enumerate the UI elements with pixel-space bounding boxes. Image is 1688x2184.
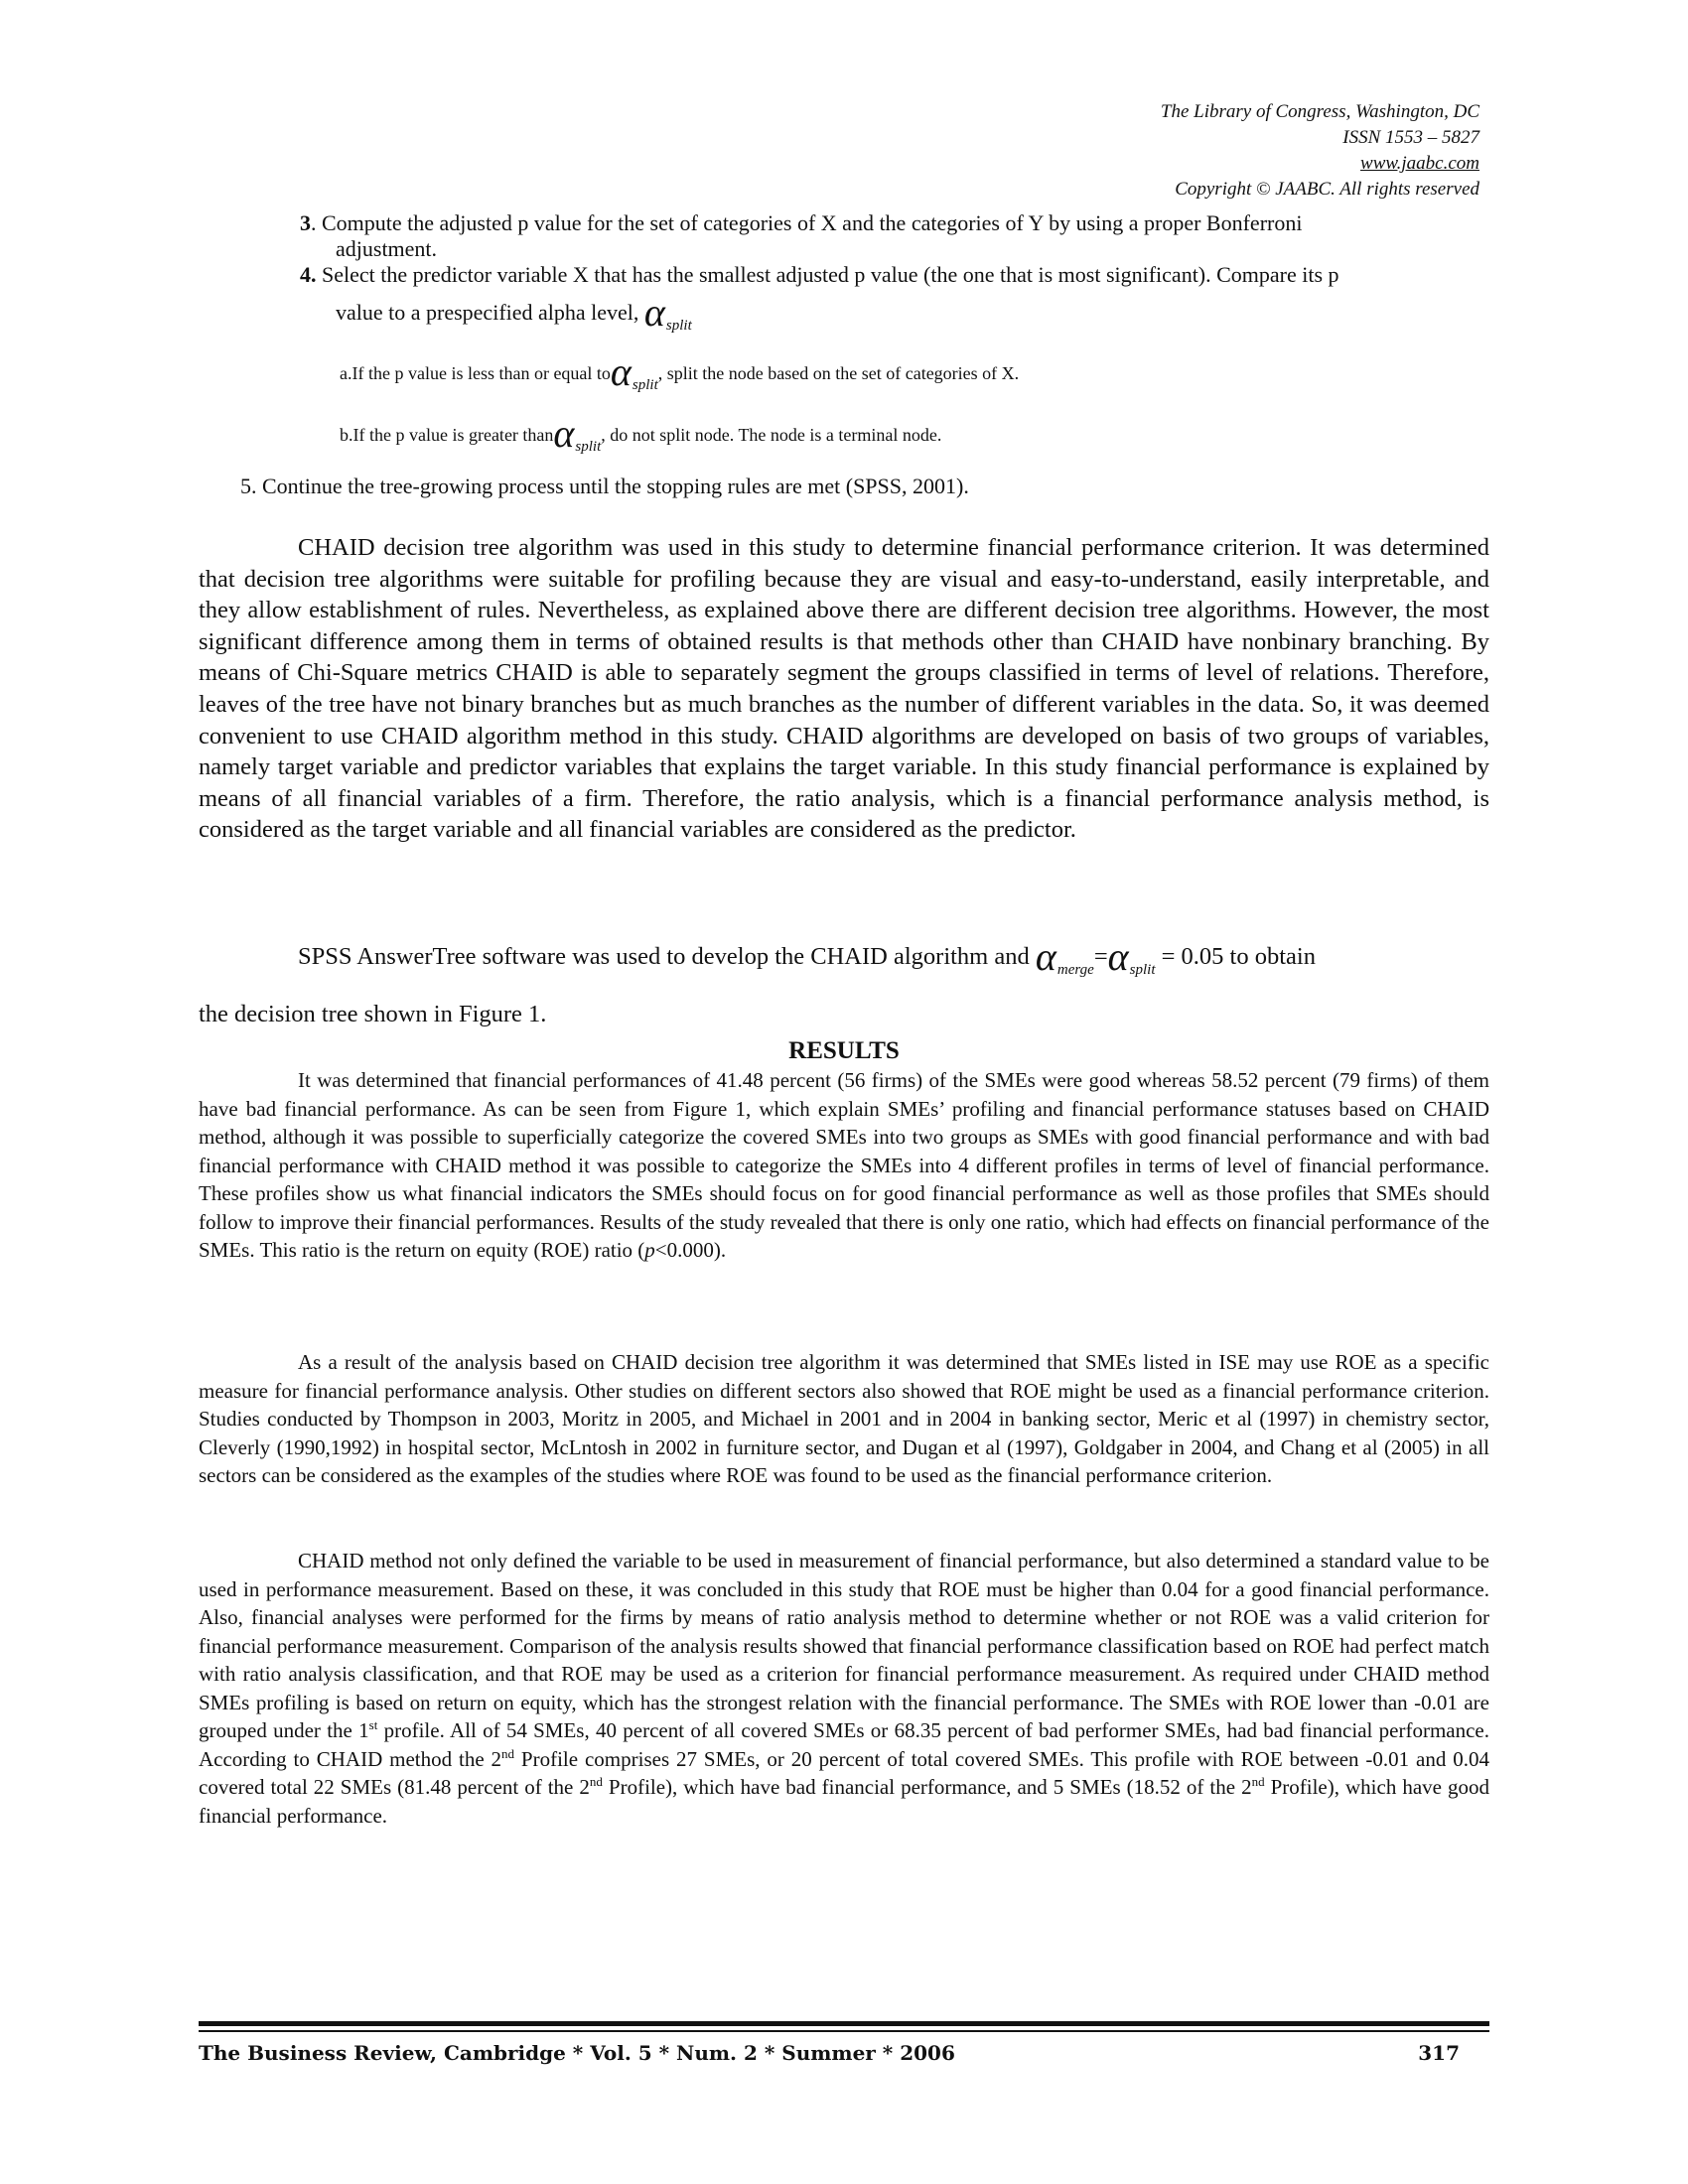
para2-post: = 0.05 to obtain (1161, 943, 1316, 970)
alpha-symbol: α (643, 290, 665, 335)
footer-rule-thin (199, 2030, 1489, 2032)
step-4-number: 4. (300, 262, 317, 287)
step-3-number: 3 (300, 210, 311, 235)
para3-text: It was determined that financial performances of 41.48 percent (56 firms) of the SMEs were good whereas 58.52 percent (79 firms) of them have bad financial performance. As can be seen from Figure 1, which explain SMEs’ profiling and financial performance statuses based on CHAID method, although it was possible to superficially categorize the covered SMEs into two groups as SMEs with good financial performance and with bad financial performance with CHAID method it was possible to categorize the SMEs into 4 different profiles in terms of level of financial performance. These profiles show us what financial indicators the SMEs should focus on for good financial performance as well as those profiles that SMEs should follow to improve their financial performances. Results of the study revealed that there is only one ratio, which had effects on financial performance of the SMEs. This ratio is the return on equity (ROE) ratio ( (199, 1068, 1489, 1262)
alpha-symbol: α (553, 411, 575, 456)
alpha-split-subscript: split (1129, 962, 1156, 978)
para5-text-2: profile. All of 54 SMEs, 40 percent of all covered SMEs or 68.35 percent of bad performer SMEs, had bad financial performance. According to CHAID method the 2 (199, 1718, 1489, 1771)
alpha-symbol: α (1035, 934, 1056, 979)
header-line-library: The Library of Congress, Washington, DC (1160, 101, 1479, 122)
step-4-text: Select the predictor variable X that has the smallest adjusted p value (the one that is most significant). Compare its p (316, 262, 1339, 287)
step-4b (300, 411, 1491, 460)
paragraph-spss-answertree (199, 934, 1489, 987)
superscript-st: st (368, 1717, 378, 1732)
step-3-continuation: adjustment. (336, 236, 438, 261)
superscript-nd: nd (501, 1745, 515, 1761)
superscript-nd: nd (589, 1774, 603, 1789)
alpha-split-subscript: split (632, 377, 658, 393)
para3-post: <0.000). (654, 1238, 727, 1262)
step-4-continuation (300, 290, 1491, 339)
paragraph-results-financial (199, 1066, 1489, 1265)
step-4b-pre: b.If the p value is greater than (340, 425, 554, 445)
journal-header (1161, 99, 1479, 203)
alpha-split-subscript: split (575, 439, 602, 455)
paragraph-spss-line2: the decision tree shown in Figure 1. (199, 1001, 547, 1027)
step-4a-pre: a.If the p value is less than or equal to (340, 363, 611, 383)
paragraph-chaid-profiles (199, 1547, 1489, 1830)
step-3-text: . Compute the adjusted p value for the set of categories of X and the categories of Y by using a proper Bonferroni (311, 210, 1303, 235)
step-4 (300, 262, 1491, 339)
header-line-copyright: Copyright © JAABC. All rights reserved (1175, 179, 1479, 200)
para5-text-1: CHAID method not only defined the variable to be used in measurement of financial performance, but also determined a standard value to be used in performance measurement. Based on these, it was concluded in this study that ROE must be higher than 0.04 for a good financial performance. Also, financial analyses were performed for the firms by means of ratio analysis method to determine whether or not ROE was a valid criterion for financial performance measurement. Comparison of the analysis results showed that financial performance classification based on ROE had perfect match with ratio analysis classification, and that ROE may be used as a criterion for financial performance measurement. As required under CHAID method SMEs profiling is based on return on equity, which has the strongest relation with the financial performance. The SMEs with ROE lower than -0.01 are grouped under the 1 (199, 1549, 1489, 1742)
step-4b-post: , do not split node. The node is a terminal node. (601, 425, 942, 445)
para5-text-3: Profile comprises 27 SMEs, or 20 percent of total covered SMEs. This profile with ROE between -0.01 and 0.04 covered total 22 SMEs (81.48 percent of the 2 (199, 1746, 1489, 1799)
alpha-merge-subscript: merge (1056, 962, 1094, 978)
paragraph-roe-studies: As a result of the analysis based on CHAID decision tree algorithm it was determined that SMEs listed in ISE may use ROE as a specific measure for financial performance analysis. Other studies on different sectors also showed that ROE might be used as a financial performance criterion. Studies conducted by Thompson in 2003, Moritz in 2005, and Michael in 2001 and in 2004 in banking sector, Meric et al (1997) in chemistry sector, Cleverly (1990,1992) in hospital sector, McLntosh in 2002 in furniture sector, and Dugan et al (1997), Goldgaber in 2004, and Chang et al (2005) in all sectors can be considered as the examples of the studies where ROE was found to be used as the financial performance criterion. (199, 1350, 1489, 1487)
step-3 (300, 210, 1491, 262)
alpha-split-subscript: split (665, 318, 692, 334)
algorithm-steps (240, 210, 1491, 499)
paragraph-chaid-method: CHAID decision tree algorithm was used in this study to determine financial performance criterion. It was determined that decision tree algorithms were suitable for profiling because they are visual and easy-to-understand, easily interpretable, and they allow establishment of rules. Nevertheless, as explained above there are different decision tree algorithms. However, the most significant difference among them in terms of obtained results is that methods other than CHAID have nonbinary branching. By means of Chi-Square metrics CHAID is able to separately segment the groups classified in terms of level of relations. Therefore, leaves of the tree have not binary branches but as much branches as the number of different variables in the data. So, it was deemed convenient to use CHAID algorithm method in this study. CHAID algorithms are developed on basis of two groups of variables, namely target variable and predictor variables that explains the target variable. In this study financial performance is explained by means of all financial variables of a firm. Therefore, the ratio analysis, which is a financial performance analysis method, is considered as the target variable and all financial variables are considered as the predictor. (199, 534, 1489, 844)
step-5: 5. Continue the tree-growing process until the stopping rules are met (SPSS, 2001). (240, 474, 969, 498)
step-4a (300, 349, 1491, 398)
alpha-symbol: α (610, 349, 632, 394)
footer-journal-info: The Business Review, Cambridge * Vol. 5 * Num. 2 * Summer * 2006 (199, 2041, 955, 2065)
header-line-issn: ISSN 1553 – 5827 (1342, 127, 1479, 148)
alpha-symbol: α (1107, 934, 1129, 979)
header-link-website[interactable]: www.jaabc.com (1360, 153, 1479, 174)
p-variable: p (644, 1238, 655, 1262)
superscript-nd: nd (1251, 1774, 1265, 1789)
para5-text-4: Profile), which have bad financial performance, and 5 SMEs (18.52 of the 2 (602, 1775, 1252, 1799)
page-footer (199, 2041, 1460, 2065)
step-4a-post: , split the node based on the set of categories of X. (657, 363, 1020, 383)
section-heading-results: RESULTS (788, 1037, 900, 1064)
equals-sign: = (1093, 943, 1108, 970)
para5-text-5: Profile), which have good financial performance. (199, 1775, 1489, 1828)
para2-pre: SPSS AnswerTree software was used to develop the CHAID algorithm and (298, 943, 1030, 970)
page-number: 317 (1418, 2041, 1460, 2065)
step-4-cont-text: value to a prespecified alpha level, (336, 300, 639, 325)
footer-rule-thick (199, 2021, 1489, 2026)
